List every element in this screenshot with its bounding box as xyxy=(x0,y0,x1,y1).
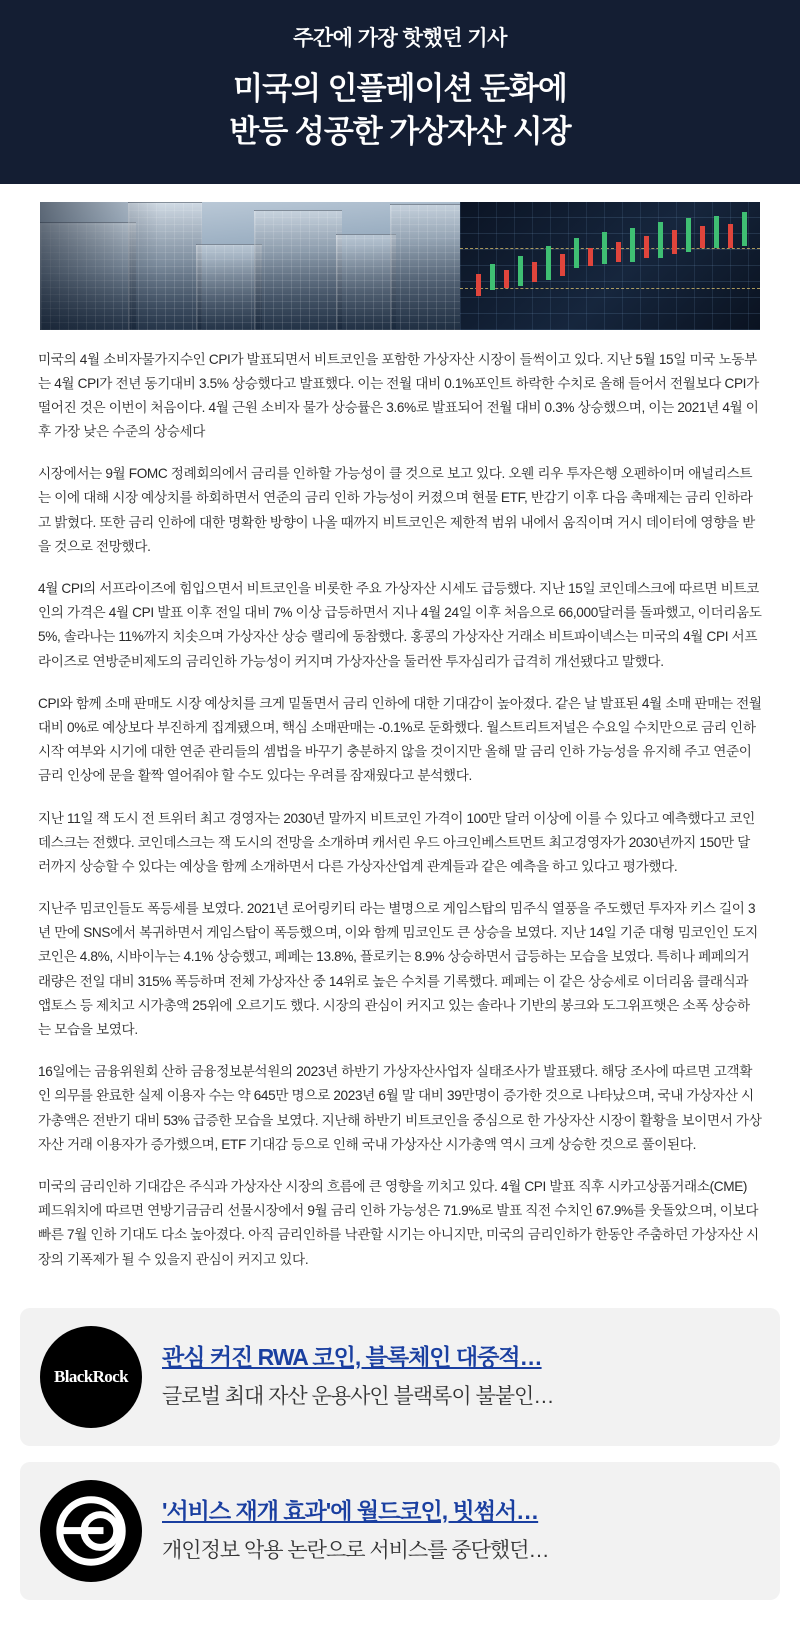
article-paragraph: 미국의 4월 소비자물가지수인 CPI가 발표되면서 비트코인을 포함한 가상자산 시장이 들썩이고 있다. 지난 5월 15일 미국 노동부는 4월 CPI가 전년 동기대비 3.5% 상승했다고 발표했다. 이는 전월 대비 0.1%포인트 하락한 수치로 올해 들어서 전월보다 CPI가 떨어진 것은 이번이 처음이다. 4월 근원 소비자 물가 상승률은 3.6%로 발표되어 전월 대비 0.3% 상승했으며, 이는 2021년 4월 이후 가장 낮은 수준의 상승세다 xyxy=(38,351,759,440)
hero-image xyxy=(40,202,760,330)
article-paragraph: 지난주 밈코인들도 폭등세를 보였다. 2021년 로어링키티 라는 별명으로 게임스탑의 밈주식 열풍을 주도했던 투자자 키스 길이 3년 만에 SNS에서 복귀하면서 게임스탑이 폭등했으며, 이와 함께 밈코인도 큰 상승을 보였다. 지난 14일 기준 대형 밈코인인 도지코인은 4.8%, 시바이누는 4.1% 상승했고, 페페는 13.8%, 플로키는 8.9% 상승하면서 급등하는 모습을 보였다. 특히나 페페의거래량은 전일 대비 315% 폭등하며 전체 가상자산 중 14위로 높은 수치를 기록했다. 페페는 이 같은 상승세로 이더리움 클래식과 앱토스 등 제치고 시가총액 25위에 오르기도 했다. 시장의 관심이 커지고 있는 솔라나 기반의 봉크와 도그위프햇은 소폭 상승하는 모습을 보였다. xyxy=(38,901,758,1038)
related-article-title[interactable]: 관심 커진 RWA 코인, 블록체인 대중적… xyxy=(162,1343,542,1370)
hero-candle xyxy=(616,242,621,262)
page-header xyxy=(0,0,800,184)
related-articles xyxy=(0,1300,800,1638)
page-title xyxy=(40,68,760,154)
hero-overlay-gradient xyxy=(40,202,160,330)
hero-chart-guideline xyxy=(460,248,760,249)
hero-candle xyxy=(658,222,663,258)
article-paragraph: 시장에서는 9월 FOMC 정례회의에서 금리를 인하할 가능성이 클 것으로 보고 있다. 오웬 리우 투자은행 오펜하이머 애널리스트는 이에 대해 시장 예상치를 하회하면서 연준의 금리 인하 가능성이 커졌으며 현물 ETF, 반감기 이후 다음 촉매제는 금리 인하라고 밝혔다. 또한 금리 인하에 대한 명확한 방향이 나올 때까지 비트코인은 제한적 범위 내에서 움직이며 거시 데이터에 영향을 받을 것으로 전망했다. xyxy=(38,466,755,554)
hero-candle xyxy=(672,230,677,254)
related-article-description: 글로벌 최대 자산 운용사인 블랙록이 불붙인… xyxy=(162,1385,554,1409)
page-title-line-1: 미국의 인플레이션 둔화에 xyxy=(233,71,567,106)
hero-candle xyxy=(574,238,579,268)
blackrock-logo-text: BlackRock xyxy=(54,1366,128,1386)
hero-candle xyxy=(504,270,509,288)
hero-chart-guideline xyxy=(460,288,760,289)
hero-building xyxy=(336,234,396,330)
related-article-description: 개인정보 악용 논란으로 서비스를 중단했던… xyxy=(162,1539,549,1563)
related-article-card[interactable] xyxy=(20,1308,780,1446)
hero-candle xyxy=(518,256,523,286)
hero-candle xyxy=(686,218,691,252)
hero-candle xyxy=(602,232,607,264)
hero-building xyxy=(390,204,470,330)
hero-chart-panel xyxy=(460,202,760,330)
article-paragraph: 4월 CPI의 서프라이즈에 힘입으면서 비트코인을 비롯한 주요 가상자산 시세도 급등했다. 지난 15일 코인데스크에 따르면 비트코인의 가격은 4월 CPI 발표 이후 전일 대비 7% 이상 급등하면서 지나 4월 24일 이후 처음으로 66,000달러를 돌파했고, 이더리움도 5%, 솔라나는 11%까지 치솟으며 가상자산 상승 랠리에 동참했다. 홍콩의 가상자산 거래소 비트파이넥스는 미국의 4월 CPI 서프라이즈로 연방준비제도의 금리인하 가능성이 커지며 가상자산을 둘러싼 투자심리가 급격히 개선됐다고 말했다. xyxy=(38,581,762,669)
blackrock-logo xyxy=(40,1326,142,1428)
hero-candle xyxy=(700,226,705,248)
article-paragraph: 16일에는 금융위원회 산하 금융정보분석원의 2023년 하반기 가상자산사업자 실태조사가 발표됐다. 해당 조사에 따르면 고객확인 의무를 완료한 실제 이용자 수는 약 645만 명으로 2023년 6월 말 대비 39만명이 증가한 것으로 나타났으며, 국내 가상자산 시가총액은 전반기 대비 53% 급증한 모습을 보였다. 지난해 하반기 비트코인을 중심으로 한 가상자산 시장이 활황을 보이면서 가상자산 거래 이용자가 증가했으며, ETF 기대감 등으로 인해 국내 가상자산 시가총액 역시 크게 상승한 것으로 풀이된다. xyxy=(38,1064,762,1152)
hero-candle xyxy=(490,264,495,290)
related-article-card[interactable] xyxy=(20,1462,780,1600)
hero-candle xyxy=(728,224,733,248)
header-kicker: 주간에 가장 핫했던 기사 xyxy=(293,27,507,50)
article-paragraph: 미국의 금리인하 기대감은 주식과 가상자산 시장의 흐름에 큰 영향을 끼치고 있다. 4월 CPI 발표 직후 시카고상품거래소(CME) 페드워치에 따르면 연방기금금리 선물시장에서 9월 금리 인하 가능성은 71.9%로 발표 직전 수치인 67.9%를 웃돌았으며, 이보다 빠른 7월 인하 기대도 다소 높아졌다. 아직 금리인하를 낙관할 시기는 아니지만, 미국의 금리인하가 한동안 주춤하던 가상자산 시장의 기폭제가 될 수 있을지 관심이 커지고 있다. xyxy=(38,1178,759,1267)
page-title-line-2: 반등 성공한 가상자산 시장 xyxy=(229,113,571,149)
hero-building xyxy=(196,244,262,330)
hero-candle xyxy=(546,246,551,280)
related-article-title[interactable]: '서비스 재개 효과'에 월드코인, 빗썸서… xyxy=(162,1497,539,1524)
article-body xyxy=(0,330,800,1300)
hero-candle xyxy=(588,248,593,266)
article-paragraph: 지난 11일 잭 도시 전 트위터 최고 경영자는 2030년 말까지 비트코인 가격이 100만 달러 이상에 이를 수 있다고 예측했다고 코인데스크는 전했다. 코인데스크는 잭 도시의 전망을 소개하며 캐서린 우드 아크인베스트먼트 최고경영자가 2030년까지 150만 달러까지 상승할 수 있다는 예상을 함께 소개하면서 다른 가상자산업계 관계들과 같은 예측을 하고 있다고 평가했다. xyxy=(38,810,755,874)
hero-candle xyxy=(476,274,481,296)
hero-candle xyxy=(714,216,719,248)
hero-candle xyxy=(560,254,565,276)
worldcoin-globe-icon xyxy=(52,1492,130,1570)
hero-candle xyxy=(644,236,649,258)
hero-image-wrap xyxy=(0,184,800,330)
hero-candle xyxy=(532,262,537,282)
article-paragraph: CPI와 함께 소매 판매도 시장 예상치를 크게 밑돌면서 금리 인하에 대한 기대감이 높아졌다. 같은 날 발표된 4월 소매 판매는 전월대비 0%로 예상보다 부진하게 집계됐으며, 핵심 소매판매는 -0.1%로 둔화했다. 월스트리트저널은 수요일 수치만으로 금리 인하 시작 여부와 시기에 대한 연준 관리들의 셈법을 바꾸기 충분하지 않을 것이지만 올해 말 금리 인하 가능성을 유지해 주고 연준이 금리 인상에 문을 활짝 열어줘야 할 수도 있다는 우려를 잠재웠다고 분석했다. xyxy=(38,695,762,784)
hero-candle xyxy=(742,212,747,246)
hero-candle xyxy=(630,228,635,262)
worldcoin-logo xyxy=(40,1480,142,1582)
hero-building xyxy=(254,210,342,330)
